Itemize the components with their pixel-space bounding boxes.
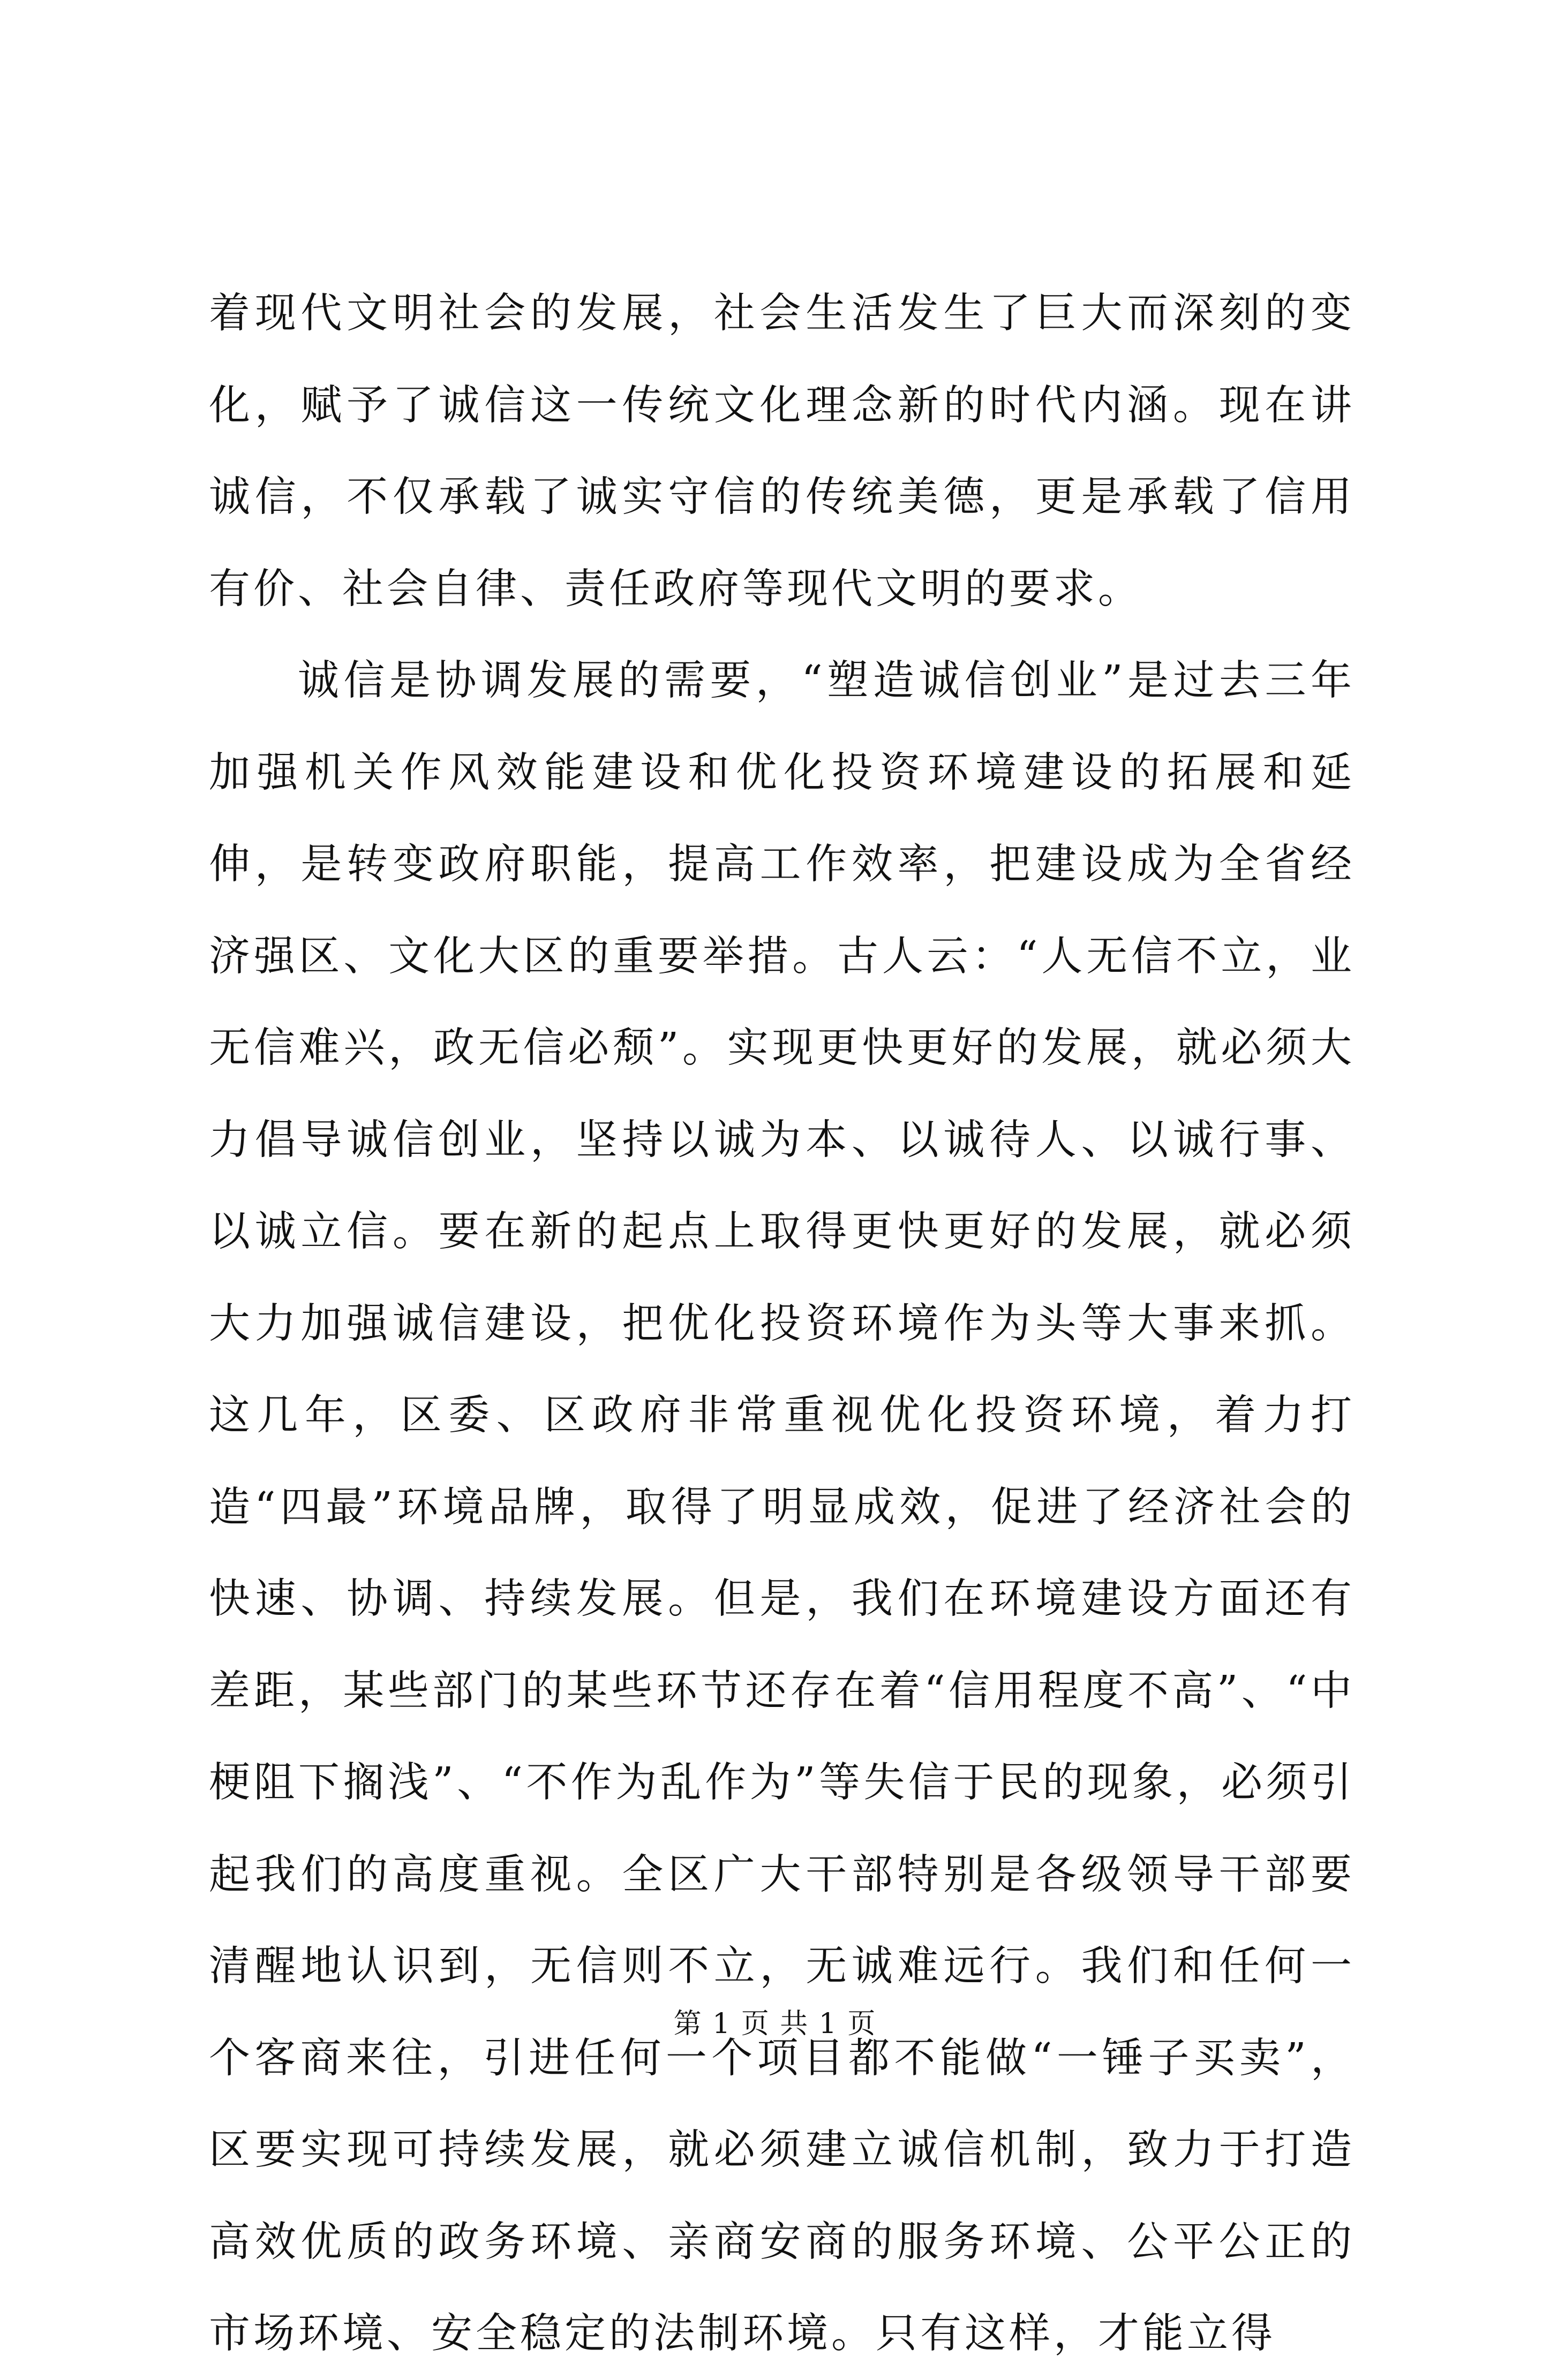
page-number-label: 第 1 页 共 1 页	[673, 2008, 877, 2040]
page-footer	[0, 2005, 1550, 2043]
paragraph-continuation: 着现代文明社会的发展，社会生活发生了巨大而深刻的变化，赋予了诚信这一传统文化理念新的时代内涵。现在讲诚信，不仅承载了诚实守信的传统美德，更是承载了信用有价、社会自律、责任政府等现代文明的要求。	[209, 290, 1355, 613]
paragraph-integrity-development: 诚信是协调发展的需要，“塑造诚信创业”是过去三年加强机关作风效能建设和优化投资环境建设的拓展和延伸，是转变政府职能，提高工作效率，把建设成为全省经济强区、文化大区的重要举措。古人云：“人无信不立，业无信难兴，政无信必颓”。实现更快更好的发展，就必须大力倡导诚信创业，坚持以诚为本、以诚待人、以诚行事、以诚立信。要在新的起点上取得更快更好的发展，就必须大力加强诚信建设，把优化投资环境作为头等大事来抓。这几年，区委、区政府非常重视优化投资环境，着力打造“四最”环境品牌，取得了明显成效，促进了经济社会的快速、协调、持续发展。但是，我们在环境建设方面还有差距，某些部门的某些环节还存在着“信用程度不高”、“中梗阻下搁浅”、“不作为乱作为”等失信于民的现象，必须引起我们的高度重视。全区广大干部特别是各级领导干部要清醒地认识到，无信则不立，无诚难远行。我们和任何一个客商来往，引进任何一个项目都不能做“一锤子买卖”，区要实现可持续发展，就必须建立诚信机制，致力于打造高效优质的政务环境、亲商安商的服务环境、公平公正的市场环境、安全稳定的法制环境。只有这样，才能立得	[209, 657, 1355, 2358]
document-body	[209, 268, 1355, 2380]
